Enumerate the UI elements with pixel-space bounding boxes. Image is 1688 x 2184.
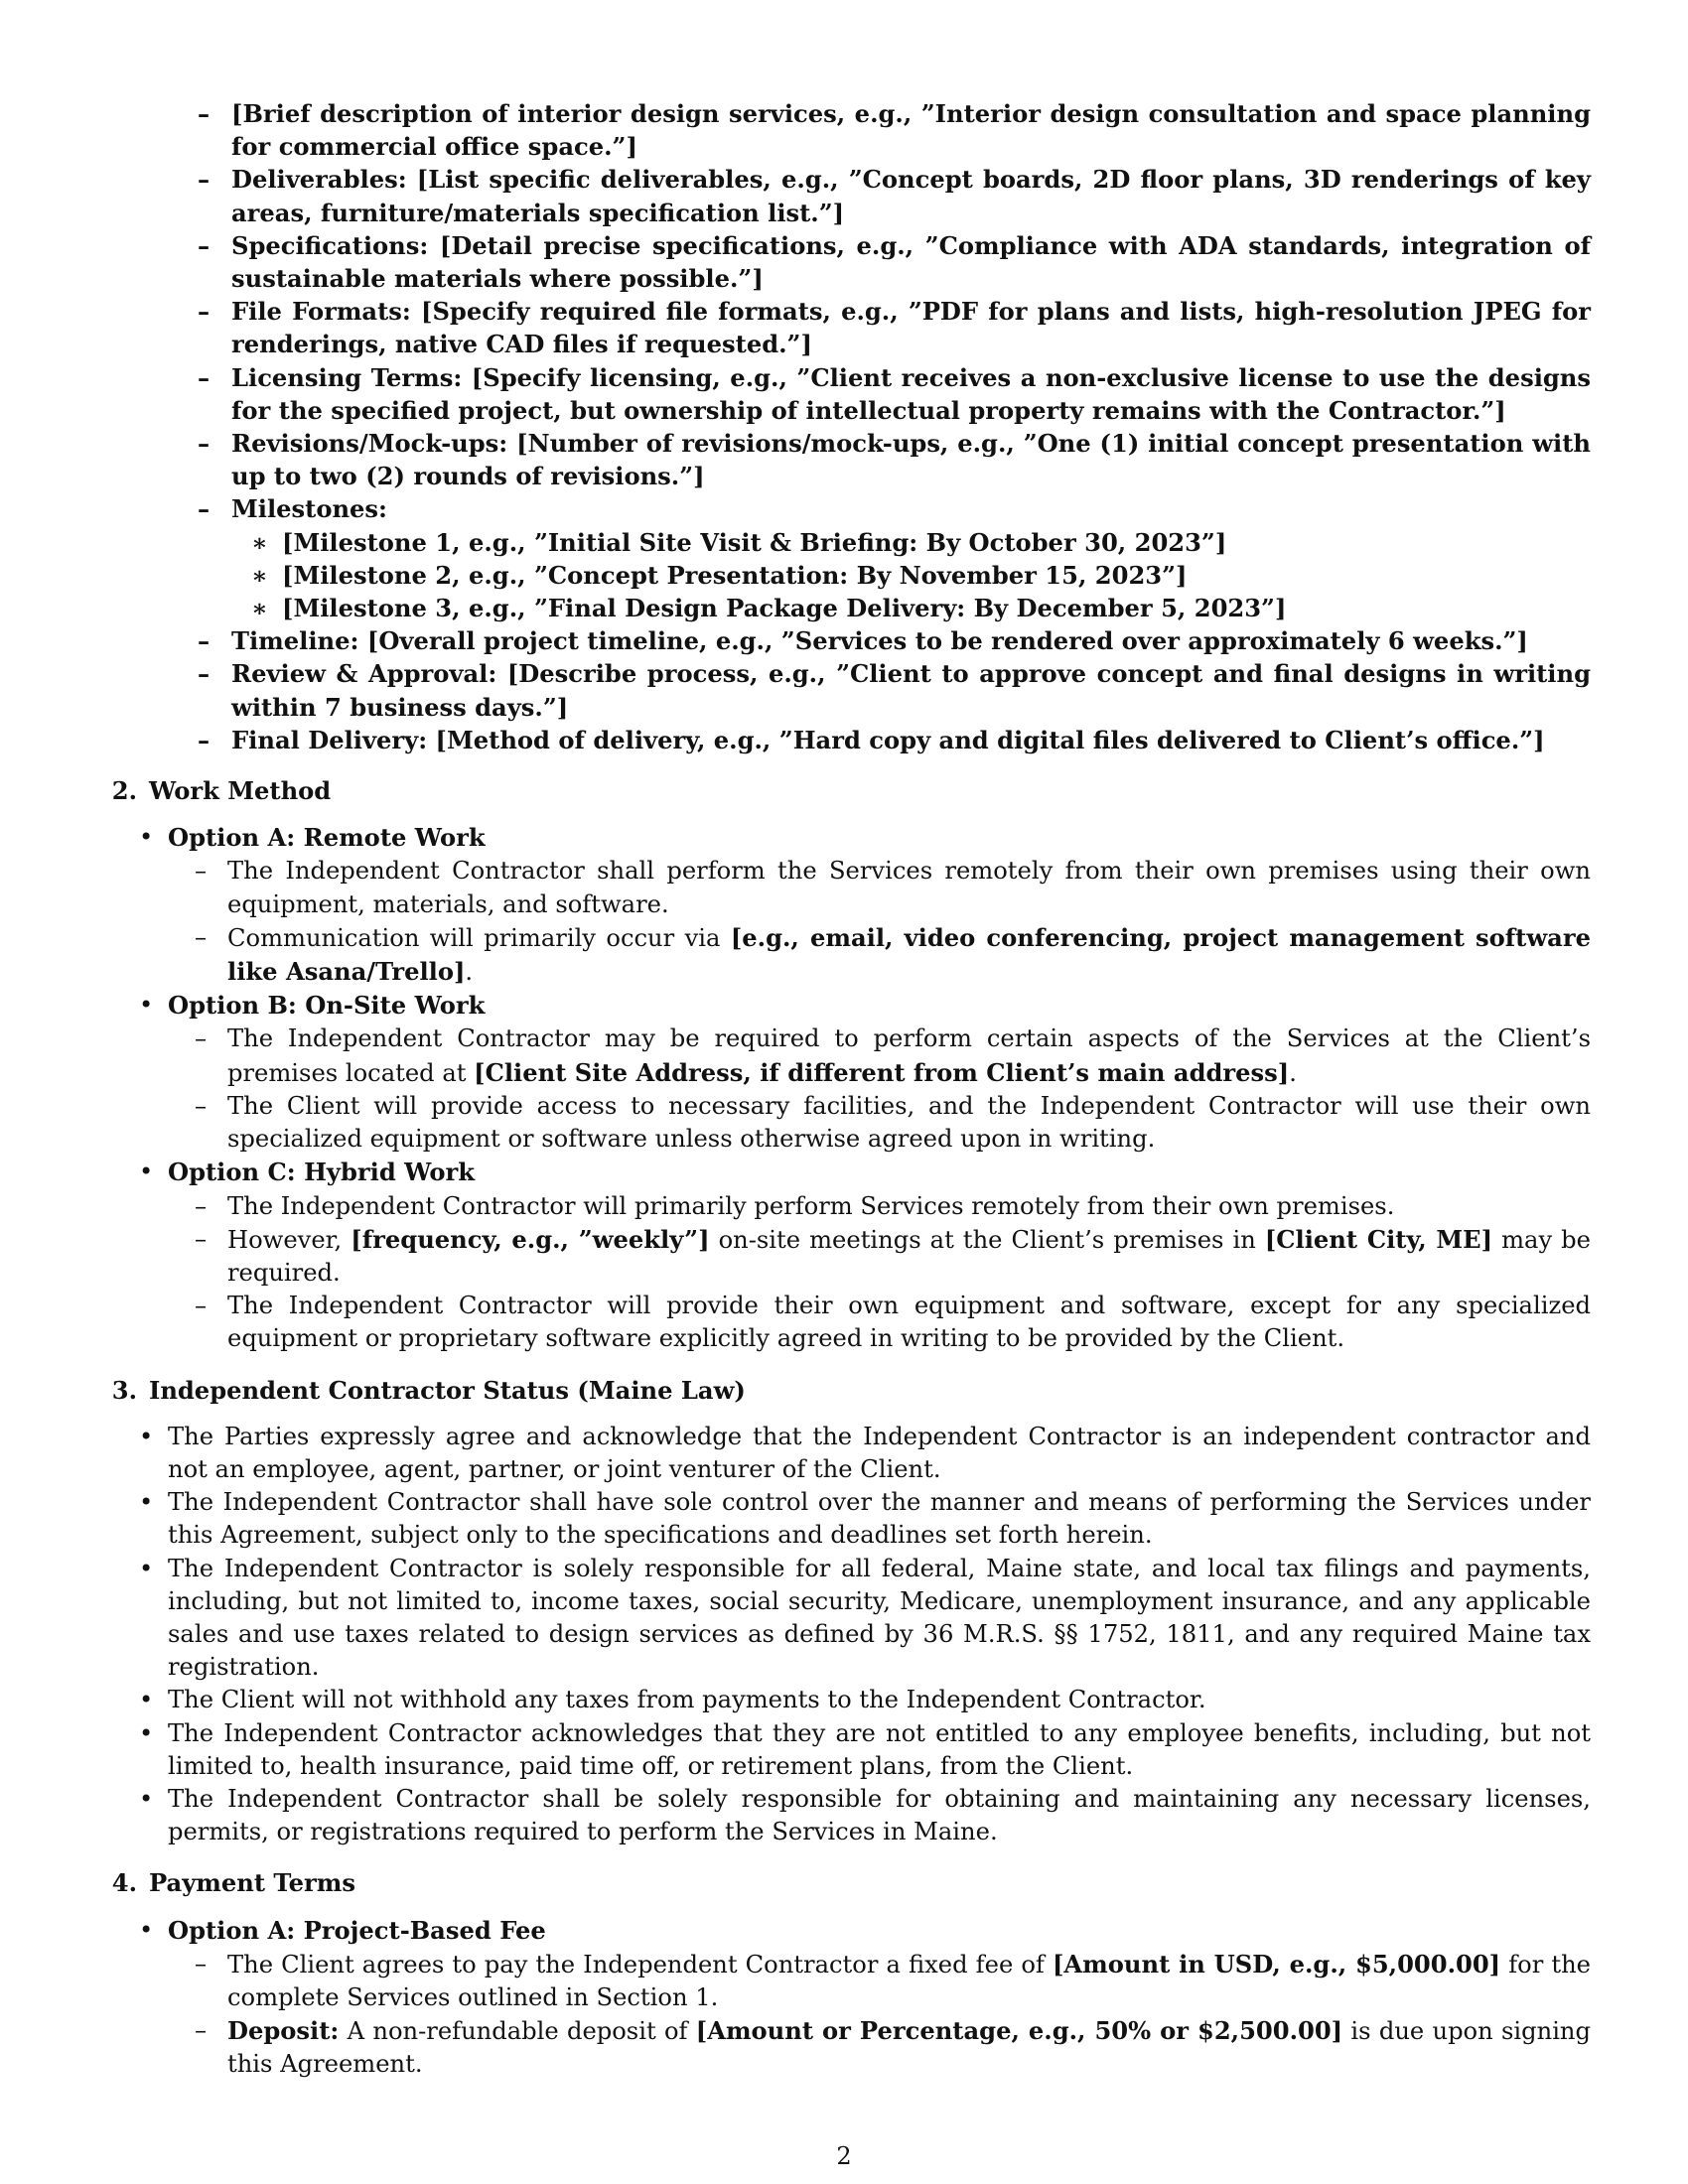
list-item: – File Formats: [Specify required file formats, e.g., ”PDF for plans and lists, high-resolution JPEG for renderings, native CAD files if requested.”] [95,295,1591,360]
list-item: – Review & Approval: [Describe process, e.g., ”Client to approve concept and final designs in writing within 7 business days.”] [95,657,1591,723]
section-heading-payment-terms [95,1866,1591,1899]
list-item [95,1948,1591,2014]
page-number: 2 [836,2142,852,2170]
section-body-work-method [95,821,1591,1355]
list-item: – The Client will provide access to necessary facilities, and the Independent Contractor will use their own specialized equipment or software unless otherwise agreed upon in writing. [95,1090,1591,1156]
section-title: Work Method [149,776,332,806]
text: The Independent Contractor may be required to perform certain aspects of the Services at the Client’s premises located at [227,1024,1591,1087]
list-item: • The Independent Contractor shall have sole control over the manner and means of performing the Services under this Agreement, subject only to the specifications and deadlines set forth herein. [95,1486,1591,1552]
list-item: – Final Delivery: [Method of delivery, e.g., ”Hard copy and digital files delivered to Client’s office.”] [95,724,1591,756]
section-title: Payment Terms [149,1868,355,1898]
list-item: – [Brief description of interior design services, e.g., ”Interior design consultation and space planning for commercial office space.”] [95,97,1591,163]
list-item: – Revisions/Mock-ups: [Number of revisions/mock-ups, e.g., ”One (1) initial concept presentation with up to two (2) rounds of revisions.”] [95,427,1591,492]
list-item: • The Independent Contractor shall be solely responsible for obtaining and maintaining any necessary licenses, permits, or registrations required to perform the Services in Maine. [95,1783,1591,1848]
section-heading-contractor-status [95,1374,1591,1407]
option-details [168,1948,1591,2082]
scope-details-list-continued [95,624,1591,756]
contractor-status-list [95,1421,1591,1849]
list-item: – Deliverables: [List specific deliverables, e.g., ”Concept boards, 2D floor plans, 3D renderings of key areas, furniture/materials specification list.”] [95,163,1591,228]
section-body-payment-terms [95,1914,1591,2082]
option-item [95,989,1591,1156]
text: . [465,958,474,987]
text: for the complete Services outlined in Section 1. [227,1950,1591,2011]
list-item: • The Client will not withhold any taxes from payments to the Independent Contractor. [95,1684,1591,1716]
text: The Client agrees to pay the Independent Contractor a fixed fee of [227,1950,1053,1979]
deposit-label: Deposit: [227,2016,340,2046]
list-item [95,921,1591,989]
placeholder-text: [Client City, ME] [1264,1224,1493,1254]
option-label: Option B: On-Site Work [168,991,486,1021]
placeholder-text: [frequency, e.g., ”weekly”] [351,1224,710,1254]
option-details [168,1023,1591,1156]
section-body-contractor-status [95,1421,1591,1849]
list-item: • The Independent Contractor acknowledges that they are not entitled to any employee benefits, including, but not limited to, health insurance, paid time off, or retirement plans, from the Client. [95,1717,1591,1783]
option-details [168,855,1591,989]
text: is due upon signing this Agreement. [227,2017,1591,2079]
work-method-options [95,821,1591,1355]
text: . [1289,1058,1297,1087]
placeholder-text: [e.g., email, video conferencing, project management software like Asana/Trello] [227,922,1591,987]
list-item: – The Independent Contractor shall perform the Services remotely from their own premises using their own equipment, materials, and software. [95,855,1591,920]
milestone-item: ∗ [Milestone 1, e.g., ”Initial Site Visit & Briefing: By October 30, 2023”] [95,526,1591,559]
text: on-site meetings at the Client’s premises in [709,1225,1265,1254]
milestones-label: Milestones: [231,494,387,524]
text: However, [227,1225,352,1254]
section-number: 3. [111,1375,137,1405]
section-heading-work-method [95,774,1591,807]
placeholder-text: [Amount in USD, e.g., $5,000.00] [1052,1949,1501,1979]
placeholder-text: [Amount or Percentage, e.g., 50% or $2,500.00] [695,2016,1343,2046]
option-label: Option A: Remote Work [168,823,486,853]
list-item [95,1223,1591,1290]
section-title: Independent Contractor Status (Maine Law) [149,1375,746,1405]
section-number: 4. [111,1868,137,1898]
page-content [95,97,1591,2084]
option-item [95,821,1591,989]
placeholder-text: [Client Site Address, if different from Client’s main address] [474,1057,1290,1087]
scope-details-list [95,97,1591,526]
option-item [95,1914,1591,2082]
list-item: • The Independent Contractor is solely responsible for all federal, Maine state, and local tax filings and payments, including, but not limited to, income taxes, social security, Medicare, unemployment insurance, and any applicable sales and use taxes related to design services as defined by 36 M.R.S. §§ 1752, 1811, and any required Maine tax registration. [95,1553,1591,1685]
milestones-list [95,526,1591,625]
list-item: – The Independent Contractor will provide their own equipment and software, except for any specialized equipment or proprietary software explicitly agreed in writing to be provided by the Client. [95,1290,1591,1355]
milestone-item: ∗ [Milestone 2, e.g., ”Concept Presentation: By November 15, 2023”] [95,559,1591,592]
payment-options [95,1914,1591,2082]
list-item [95,492,1591,525]
option-label: Option A: Project-Based Fee [168,1915,546,1945]
section-number: 2. [111,776,137,806]
text: Communication will primarily occur via [227,923,731,952]
option-item [95,1156,1591,1355]
option-details [168,1190,1591,1356]
list-item [95,1023,1591,1089]
list-item: – The Independent Contractor will primarily perform Services remotely from their own premises. [95,1190,1591,1223]
list-item: • The Parties expressly agree and acknowledge that the Independent Contractor is an independent contractor and not an employee, agent, partner, or joint venturer of the Client. [95,1421,1591,1486]
list-item: – Timeline: [Overall project timeline, e.g., ”Services to be rendered over approximately 6 weeks.”] [95,624,1591,657]
list-item [95,2014,1591,2081]
list-item: – Licensing Terms: [Specify licensing, e.g., ”Client receives a non-exclusive license to use the designs for the specified project, but ownership of intellectual property remains with the Contractor.”] [95,361,1591,427]
option-label: Option C: Hybrid Work [168,1158,475,1187]
milestone-item: ∗ [Milestone 3, e.g., ”Final Design Package Delivery: By December 5, 2023”] [95,592,1591,624]
text: may be required. [227,1225,1591,1287]
text: A non-refundable deposit of [339,2017,696,2046]
list-item: – Specifications: [Detail precise specifications, e.g., ”Compliance with ADA standards, integration of sustainable materials where possible.”] [95,229,1591,295]
